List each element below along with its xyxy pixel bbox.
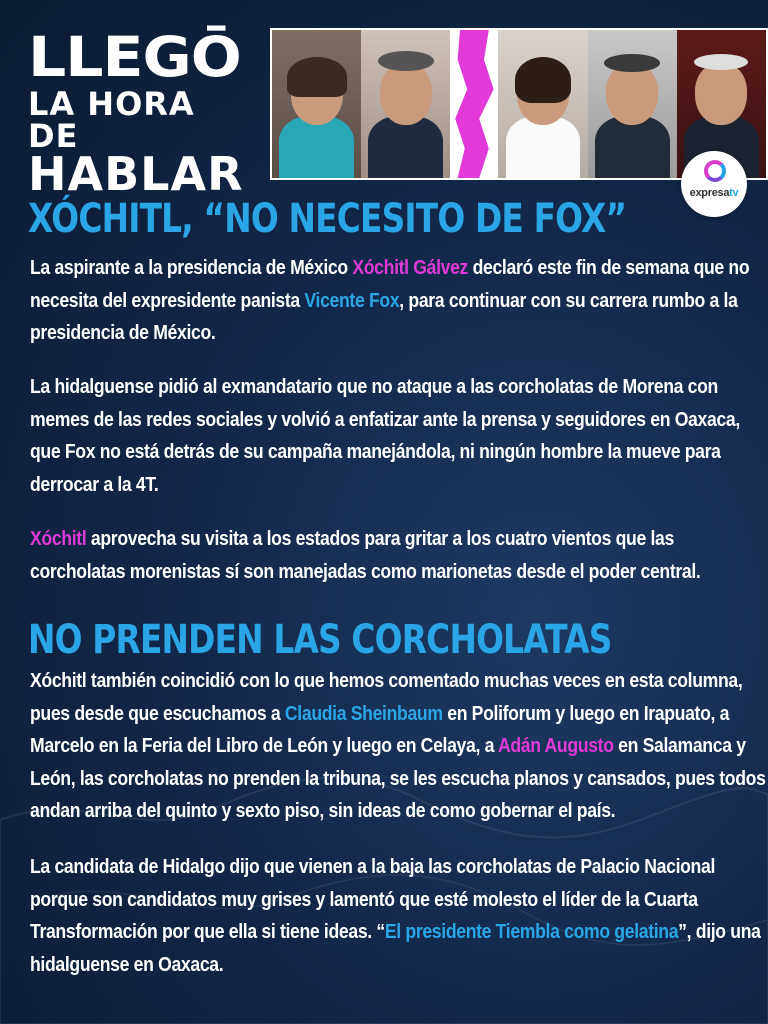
- logo-name-main: expresa: [689, 187, 730, 199]
- highlighted-name-blue: Claudia Sheinbaum: [284, 701, 443, 725]
- paragraph-text: declaró este fin de semana que no necesita del expresidente panista: [30, 256, 750, 312]
- expresatv-logo: [681, 151, 747, 217]
- highlighted-name-pink: Xóchitl Gálvez: [352, 256, 469, 279]
- brand-title-line1: LLEGŌ: [28, 25, 241, 90]
- brand-title-line3: HABLAR: [28, 147, 244, 201]
- highlighted-name-blue: Vicente Fox: [304, 288, 400, 312]
- paragraph-5: [30, 851, 766, 981]
- photo-man-with-glasses: [588, 30, 677, 178]
- highlighted-name-pink: Xóchitl: [30, 527, 87, 550]
- paragraph-text: La aspirante a la presidencia de México: [30, 256, 353, 279]
- highlighted-name-blue: El presidente Tiembla como gelatina: [384, 920, 679, 943]
- photo-woman-speaking: [272, 30, 361, 178]
- brand-title-line2: LA HORA DE: [28, 85, 195, 155]
- paragraph-text: aprovecha su visita a los estados para gritar a los cuatro vientos que las corcholatas morenistas sí son manejadas como marionetas desde el poder central.: [30, 527, 701, 583]
- photo-man-in-suit: [361, 30, 450, 178]
- torn-paper-divider: [450, 30, 498, 178]
- paragraph-text: en Poliforum y luego en Irapuato, a Marcelo en la Feria del Libro de León y luego en Celaya, a: [30, 701, 730, 757]
- paragraph-4: [30, 665, 766, 828]
- photo-woman-at-podium: [498, 30, 587, 178]
- headline-no-necesito-de-fox: XÓCHITL, “NO NECESITO DE FOX”: [28, 196, 627, 242]
- paragraph-text: La candidata de Hidalgo dijo que vienen a la baja las corcholatas de Palacio Nacional porque son candidatos muy grises y lamentó que esté molesto el líder de la Cuarta Transformación por que ella si tiene ideas. “: [30, 855, 716, 943]
- expresatv-swirl-icon: [704, 160, 726, 182]
- paragraph-3: [30, 523, 766, 588]
- highlighted-name-pink: Adán Augusto: [497, 734, 614, 757]
- paragraph-text: en Salamanca y León, las corcholatas no prenden la tribuna, se les escucha planos y cansados, pues todos andan arriba del quinto y sexto piso, sin ideas de como gobernar el país.: [30, 734, 766, 822]
- paragraph-1: [30, 252, 766, 350]
- brand-title: [28, 25, 253, 201]
- paragraph-2: [30, 371, 766, 501]
- paragraph-text: Xóchitl también coincidió con lo que hemos comentado muchas veces en esta columna, pues desde que escuchamos a: [30, 669, 743, 725]
- paragraph-text: ”, dijo una hidalguense en Oaxaca.: [30, 920, 761, 976]
- logo-name-suffix: tv: [729, 187, 739, 199]
- paragraph-text: , para continuar con su carrera rumbo a la presidencia de México.: [30, 288, 738, 344]
- paragraph-text: La hidalguense pidió al exmandatario que no ataque a las corcholatas de Morena con memes de las redes sociales y volvió a enfatizar ante la prensa y seguidores en Oaxaca, que Fox no está detrás de su campaña manejándola, ni ningún hombre la mueve para derrocar a la 4T.: [30, 375, 740, 496]
- headline-no-prenden-las-corcholatas: NO PRENDEN LAS CORCHOLATAS: [28, 617, 612, 663]
